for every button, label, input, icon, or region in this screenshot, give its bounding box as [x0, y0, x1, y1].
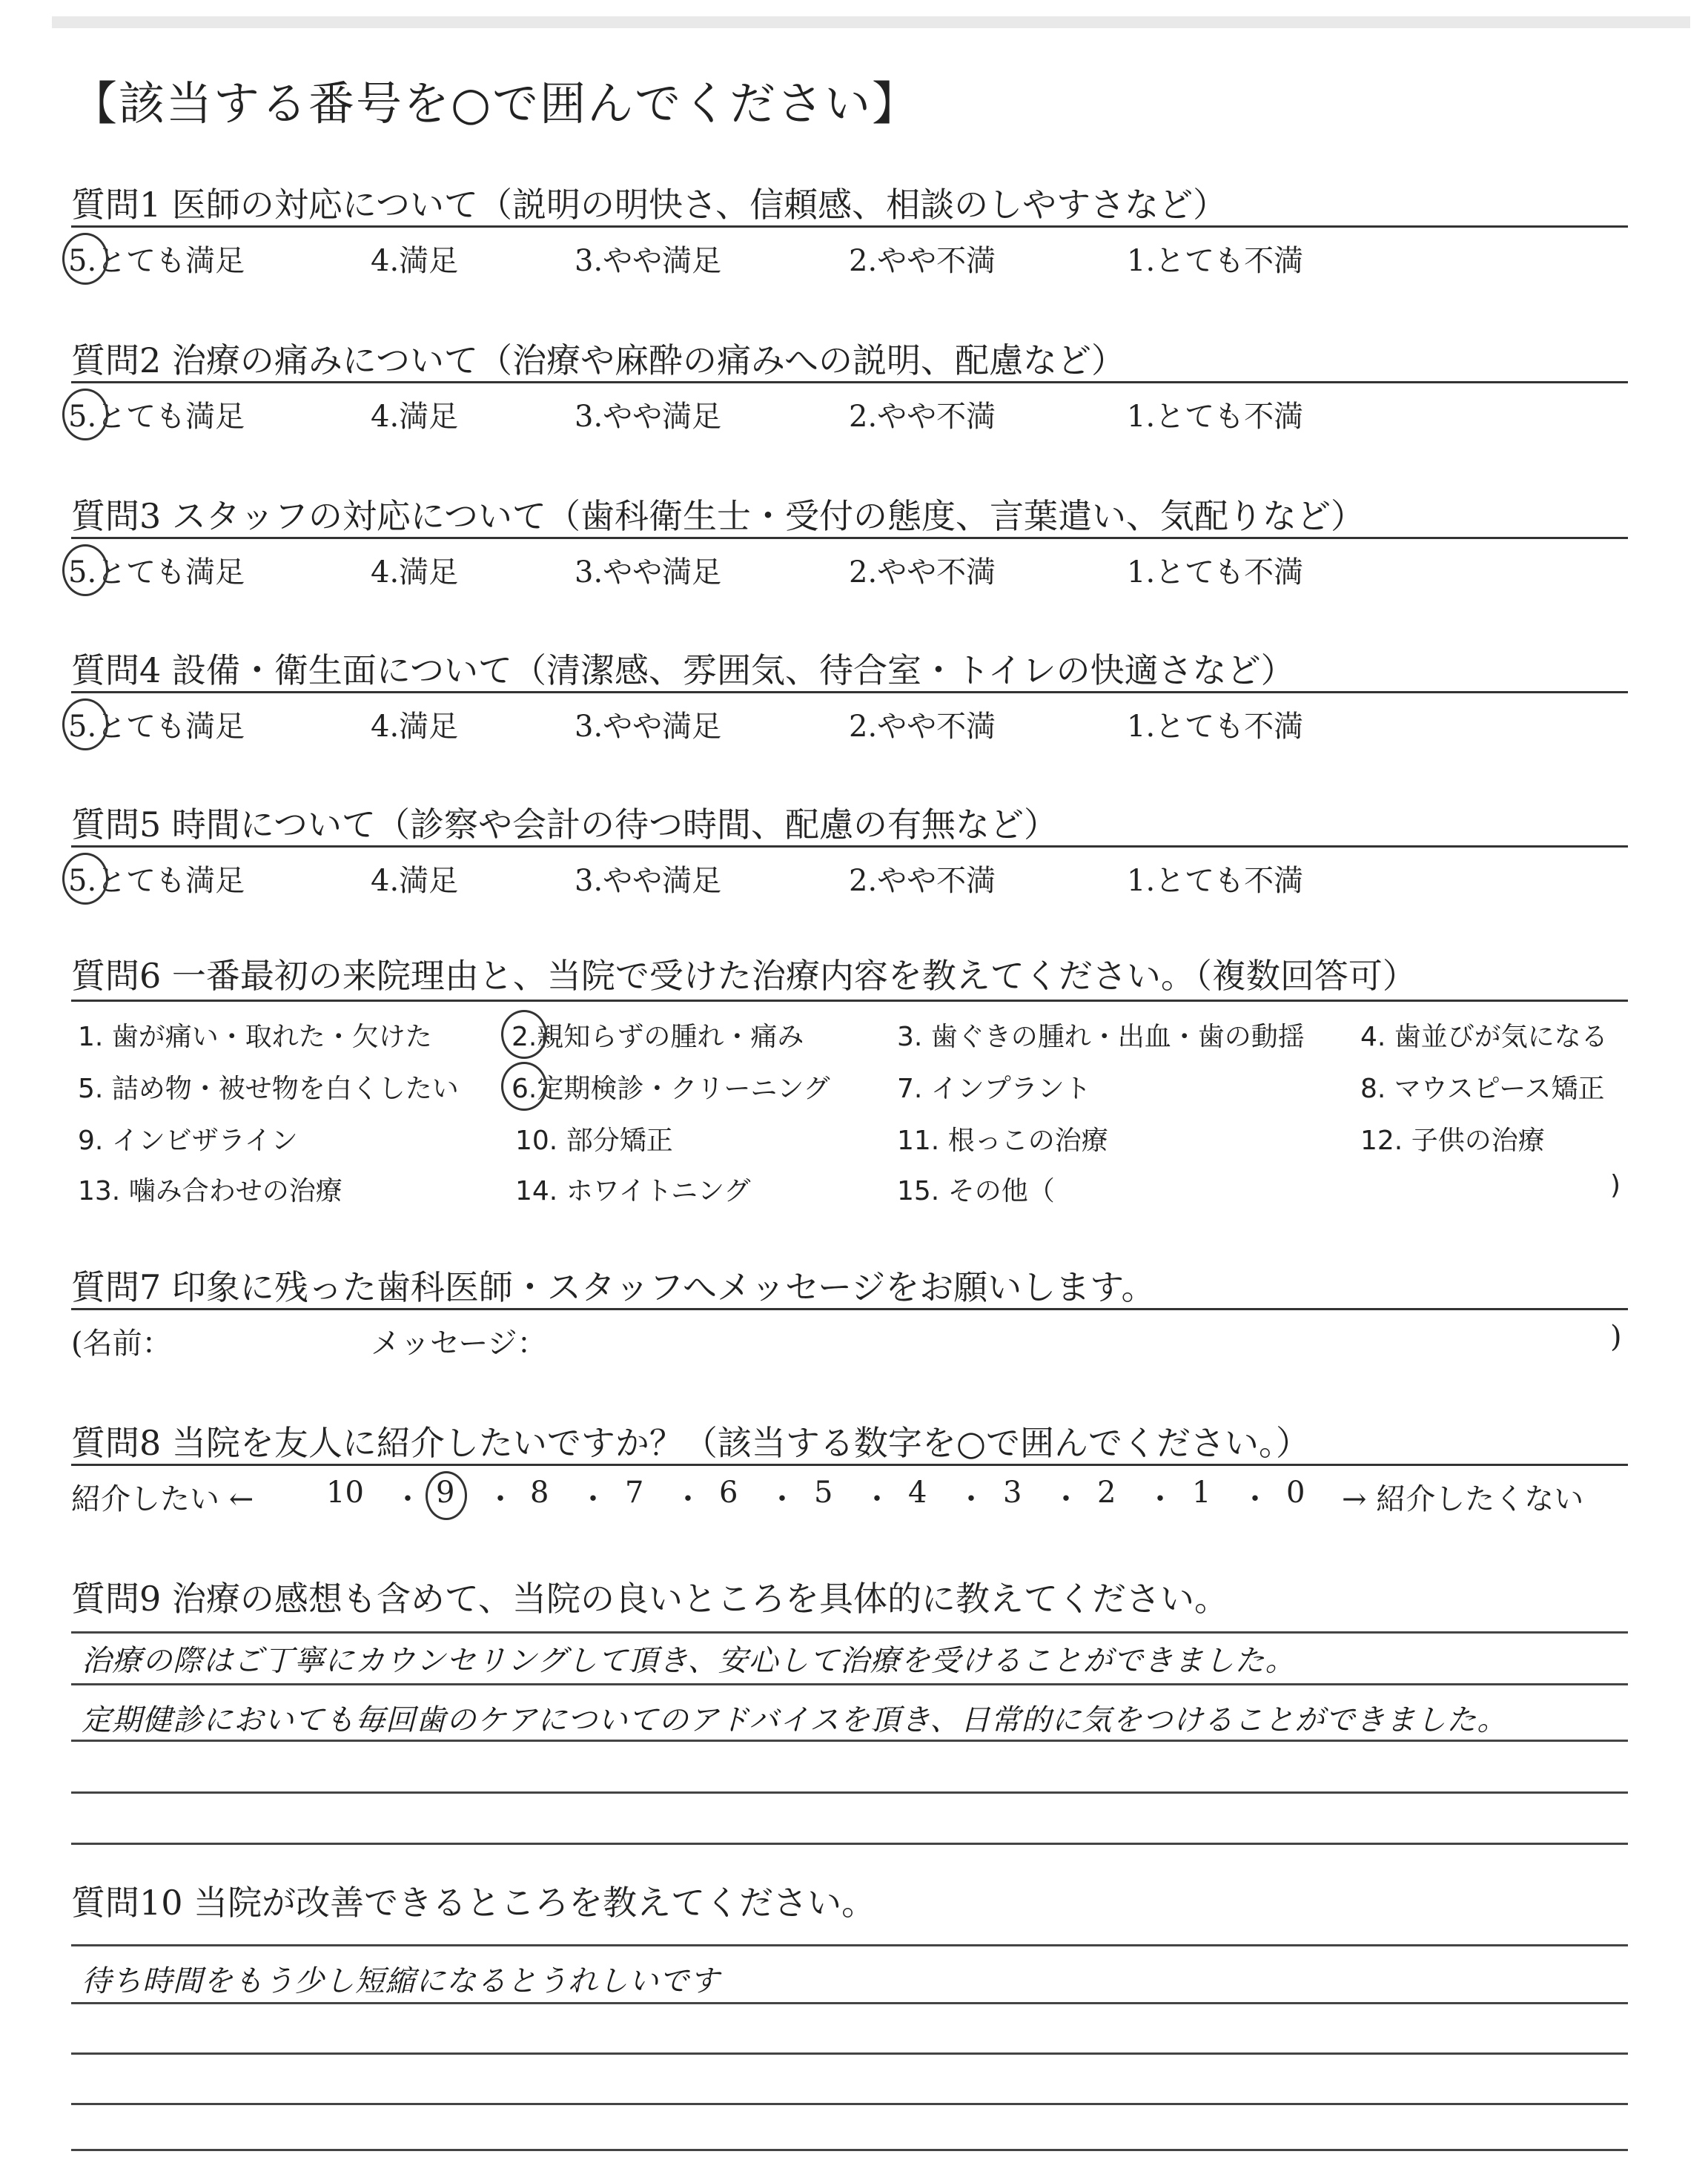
q4-option-3[interactable]: 3.やや満足 [575, 710, 722, 744]
q9-write-line [71, 1740, 1628, 1742]
q8-scale-0[interactable]: 0 [1286, 1476, 1305, 1510]
q4-option-4[interactable]: 4.満足 [371, 710, 459, 744]
question-3 [0, 489, 1708, 638]
q8-scale-2[interactable]: 2 [1097, 1476, 1116, 1510]
q10-write-line [71, 2149, 1628, 2151]
q8-scale-7[interactable]: 7 [625, 1476, 644, 1510]
question-2 [0, 334, 1708, 482]
q6-option-15[interactable]: 15. その他（ [897, 1176, 1055, 1206]
q9-write-line [71, 1683, 1628, 1685]
q2-option-3[interactable]: 3.やや満足 [575, 400, 722, 434]
q6-option-14[interactable]: 14. ホワイトニング [515, 1176, 751, 1206]
q8-sep: ・ [767, 1482, 797, 1516]
question-7-rule [71, 1308, 1628, 1310]
question-5 [0, 798, 1708, 946]
q8-scale-1[interactable]: 1 [1192, 1476, 1211, 1510]
page-title: 【該当する番号を○で囲んでください】 [71, 76, 920, 131]
question-1-rule [71, 225, 1628, 228]
q6-option-13[interactable]: 13. 噛み合わせの治療 [78, 1176, 342, 1206]
q2-option-1[interactable]: 1.とても不満 [1127, 400, 1304, 434]
q8-right-label: → 紹介したくない [1342, 1482, 1584, 1516]
question-5-title: 質問5 時間について（診察や会計の待つ時間、配慮の有無など） [71, 805, 1058, 845]
q6-option-10[interactable]: 10. 部分矯正 [515, 1126, 673, 1156]
q7-message-label: メッセージ： [371, 1327, 547, 1361]
question-10 [0, 1876, 1708, 2158]
q10-answer-line-1: 待ち時間をもう少し短縮になるとうれしいです [82, 1964, 720, 1998]
question-9 [0, 1572, 1708, 1854]
question-6-title: 質問6 一番最初の来院理由と、当院で受けた治療内容を教えてください。（複数回答可） [71, 956, 1417, 996]
q1-option-4[interactable]: 4.満足 [371, 244, 459, 278]
q8-sep: ・ [486, 1482, 515, 1516]
q9-answer-line-1: 治療の際はご丁寧にカウンセリングして頂き、安心して治療を受けることができました。 [82, 1644, 1296, 1678]
question-5-rule [71, 845, 1628, 848]
q4-option-2[interactable]: 2.やや不満 [849, 710, 996, 744]
question-1-title: 質問1 医師の対応について（説明の明快さ、信頼感、相談のしやすさなど） [71, 185, 1228, 225]
question-8 [0, 1416, 1708, 1520]
question-8-title: 質問8 当院を友人に紹介したいですか？（該当する数字を○で囲んでください。） [71, 1423, 1311, 1463]
q1-option-2[interactable]: 2.やや不満 [849, 244, 996, 278]
question-6-rule [71, 1000, 1628, 1002]
q3-option-4[interactable]: 4.満足 [371, 555, 459, 589]
question-6 [0, 949, 1708, 1216]
q6-option-4[interactable]: 4. 歯並びが気になる [1360, 1022, 1608, 1052]
q8-scale-5[interactable]: 5 [814, 1476, 833, 1510]
q8-sep: ・ [673, 1482, 703, 1516]
question-4-rule [71, 691, 1628, 693]
q1-option-1[interactable]: 1.とても不満 [1127, 244, 1304, 278]
q8-scale-10[interactable]: 10 [326, 1476, 364, 1510]
q3-option-1[interactable]: 1.とても不満 [1127, 555, 1304, 589]
q6-option-15-close-paren: ) [1610, 1170, 1621, 1200]
question-10-title: 質問10 当院が改善できるところを教えてください。 [71, 1883, 876, 1923]
q5-option-3[interactable]: 3.やや満足 [575, 864, 722, 898]
q8-scale-9[interactable]: 9 [436, 1476, 455, 1510]
question-7 [0, 1261, 1708, 1364]
q7-name-label: (名前： [71, 1327, 172, 1361]
q2-option-2[interactable]: 2.やや不満 [849, 400, 996, 434]
question-7-title: 質問7 印象に残った歯科医師・スタッフへメッセージをお願いします。 [71, 1267, 1156, 1307]
q9-write-line [71, 1843, 1628, 1845]
q8-sep: ・ [578, 1482, 608, 1516]
q8-scale-4[interactable]: 4 [908, 1476, 927, 1510]
q5-option-5[interactable]: 5.とても満足 [68, 857, 245, 899]
q9-write-line [71, 1631, 1628, 1634]
q10-write-line [71, 1944, 1628, 1946]
question-8-rule [71, 1464, 1628, 1466]
q6-option-3[interactable]: 3. 歯ぐきの腫れ・出血・歯の動揺 [897, 1022, 1305, 1052]
q6-option-1[interactable]: 1. 歯が痛い・取れた・欠けた [78, 1022, 432, 1052]
q5-option-4[interactable]: 4.満足 [371, 864, 459, 898]
q6-option-8[interactable]: 8. マウスピース矯正 [1360, 1074, 1605, 1104]
q5-option-1[interactable]: 1.とても不満 [1127, 864, 1304, 898]
q6-option-7[interactable]: 7. インプラント [897, 1074, 1091, 1104]
q1-option-3[interactable]: 3.やや満足 [575, 244, 722, 278]
q8-scale-8[interactable]: 8 [530, 1476, 549, 1510]
q9-answer-line-2: 定期健診においても毎回歯のケアについてのアドバイスを頂き、日常的に気をつけることができました。 [82, 1703, 1508, 1737]
q8-sep: ・ [1145, 1482, 1175, 1516]
q1-option-5[interactable]: 5.とても満足 [68, 237, 245, 280]
q10-write-line [71, 2002, 1628, 2004]
q6-option-12[interactable]: 12. 子供の治療 [1360, 1126, 1545, 1156]
q8-sep: ・ [862, 1482, 892, 1516]
q6-option-2[interactable]: 2.親知らずの腫れ・痛み [512, 1016, 804, 1054]
q8-sep: ・ [1240, 1482, 1270, 1516]
q8-scale-3[interactable]: 3 [1003, 1476, 1022, 1510]
question-2-rule [71, 381, 1628, 383]
q6-option-5[interactable]: 5. 詰め物・被せ物を白くしたい [78, 1074, 459, 1104]
q2-option-4[interactable]: 4.満足 [371, 400, 459, 434]
q8-left-label: 紹介したい ← [71, 1482, 254, 1516]
q10-write-line [71, 2103, 1628, 2105]
q6-option-11[interactable]: 11. 根っこの治療 [897, 1126, 1108, 1156]
q6-option-6[interactable]: 6.定期検診・クリーニング [512, 1068, 830, 1106]
question-3-title: 質問3 スタッフの対応について（歯科衛生士・受付の態度、言葉遣い、気配りなど） [71, 496, 1365, 536]
q10-write-line [71, 2052, 1628, 2055]
scan-top-edge [52, 16, 1690, 28]
q4-option-1[interactable]: 1.とても不満 [1127, 710, 1304, 744]
q8-sep: ・ [1051, 1482, 1081, 1516]
q3-option-3[interactable]: 3.やや満足 [575, 555, 722, 589]
q5-option-2[interactable]: 2.やや不満 [849, 864, 996, 898]
q8-sep: ・ [393, 1482, 423, 1516]
question-2-title: 質問2 治療の痛みについて（治療や麻酔の痛みへの説明、配慮など） [71, 340, 1126, 380]
q2-option-5[interactable]: 5.とても満足 [68, 393, 245, 435]
q9-write-line [71, 1791, 1628, 1794]
q7-close-paren: ) [1610, 1320, 1622, 1354]
question-4-title: 質問4 設備・衛生面について（清潔感、雰囲気、待合室・トイレの快適さなど） [71, 650, 1295, 690]
q4-option-5[interactable]: 5.とても満足 [68, 703, 245, 745]
q8-sep: ・ [956, 1482, 986, 1516]
question-4 [0, 644, 1708, 792]
q3-option-5[interactable]: 5.とても満足 [68, 549, 245, 591]
question-1 [0, 178, 1708, 326]
question-9-title: 質問9 治療の感想も含めて、当院の良いところを具体的に教えてください。 [71, 1579, 1228, 1619]
q6-option-9[interactable]: 9. インビザライン [78, 1126, 298, 1156]
question-3-rule [71, 537, 1628, 539]
q3-option-2[interactable]: 2.やや不満 [849, 555, 996, 589]
q8-scale-6[interactable]: 6 [719, 1476, 738, 1510]
